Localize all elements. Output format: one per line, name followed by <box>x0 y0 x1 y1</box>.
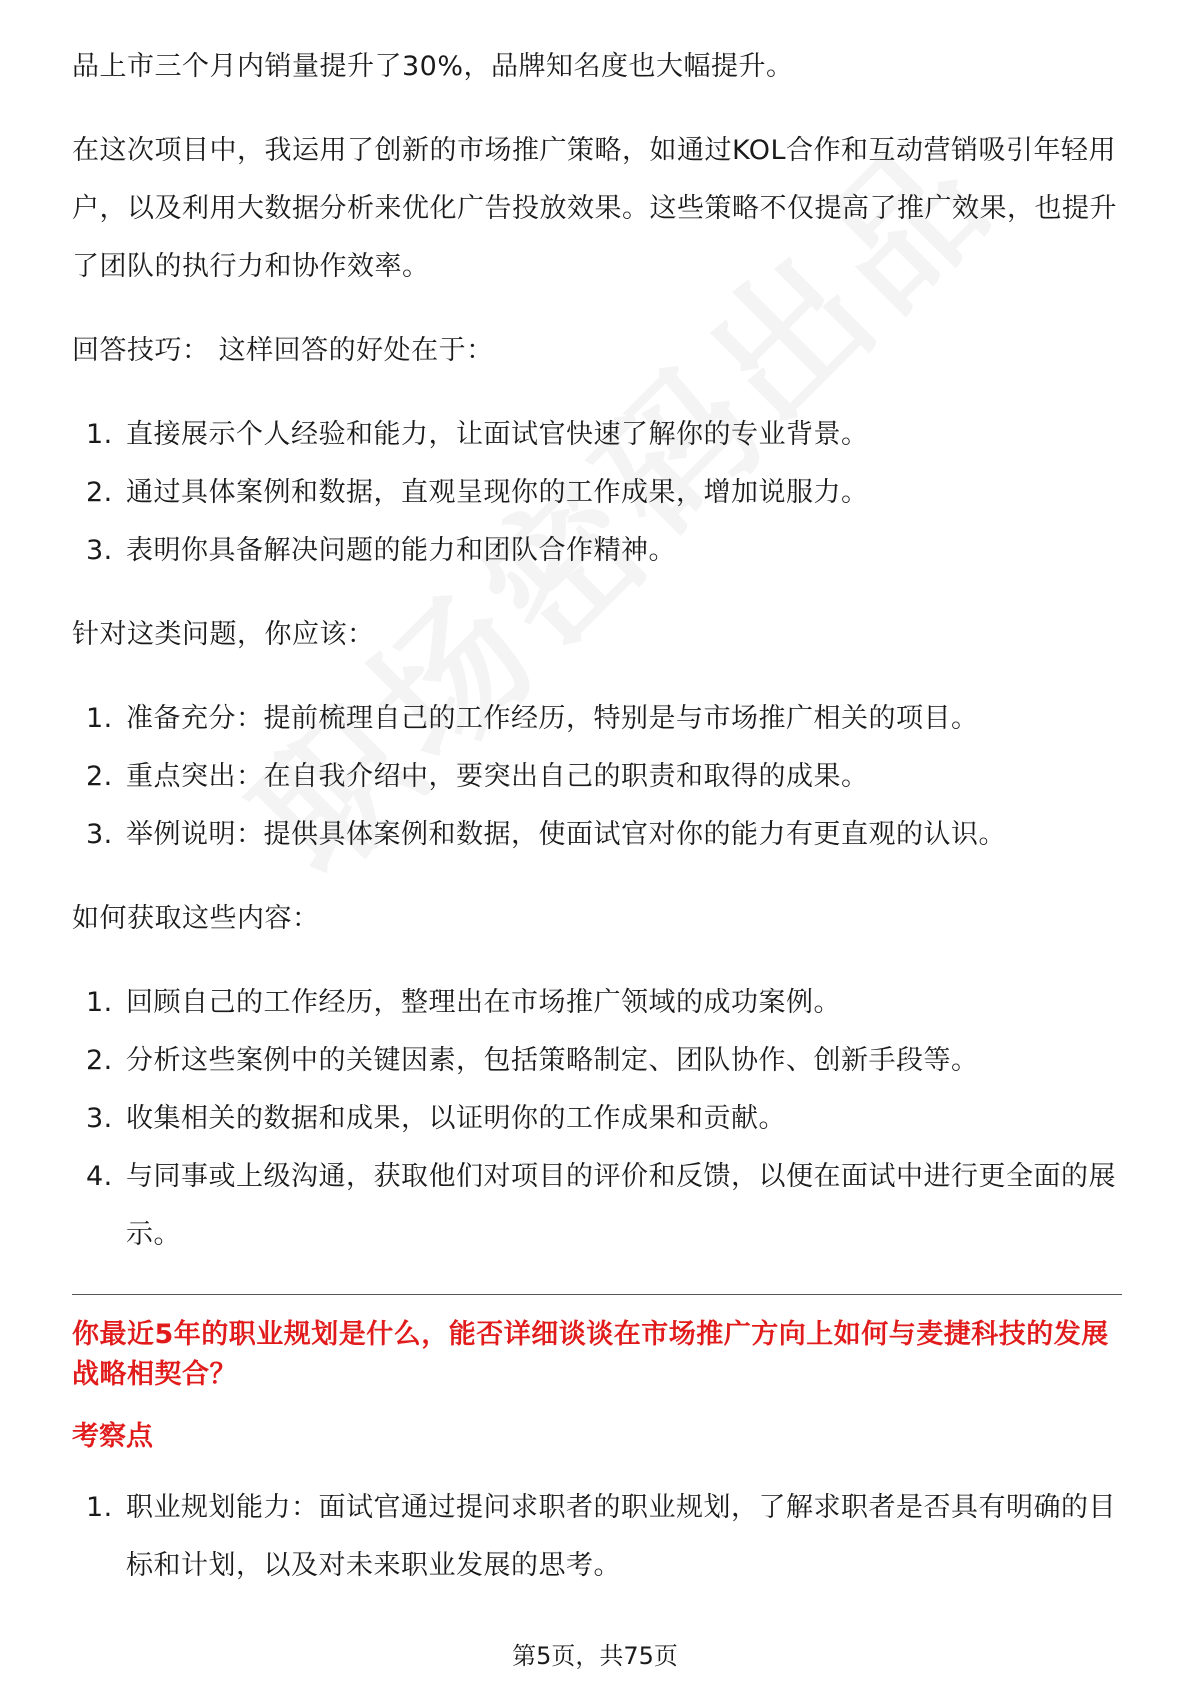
list-item <box>72 1479 1122 1595</box>
list-item <box>72 748 1122 806</box>
document-page <box>72 38 1122 1621</box>
section-divider <box>72 1294 1122 1295</box>
list-item-text: 回顾自己的工作经历，整理出在市场推广领域的成功案例。 <box>126 987 841 1018</box>
list-item-text: 举例说明：提供具体案例和数据，使面试官对你的能力有更直观的认识。 <box>126 819 1006 850</box>
list-number: 1. <box>86 1492 113 1523</box>
should-list <box>72 690 1122 864</box>
list-item-text: 通过具体案例和数据，直观呈现你的工作成果，增加说服力。 <box>126 477 869 508</box>
intro-paragraph-2: 在这次项目中，我运用了创新的市场推广策略，如通过KOL合作和互动营销吸引年轻用户，以及利用大数据分析来优化广告投放效果。这些策略不仅提高了推广效果，也提升了团队的执行力和协作效率。 <box>72 135 1117 282</box>
list-number: 4. <box>86 1161 113 1192</box>
list-number: 1. <box>86 987 113 1018</box>
exam-points-list <box>72 1479 1122 1595</box>
list-item-text: 分析这些案例中的关键因素，包括策略制定、团队协作、创新手段等。 <box>126 1045 979 1076</box>
list-item-text: 与同事或上级沟通，获取他们对项目的评价和反馈，以便在面试中进行更全面的展示。 <box>126 1161 1116 1250</box>
list-number: 2. <box>86 477 113 508</box>
intro-paragraph-1: 品上市三个月内销量提升了30%，品牌知名度也大幅提升。 <box>72 51 794 82</box>
list-item <box>72 690 1122 748</box>
list-number: 3. <box>86 535 113 566</box>
list-item-text: 准备充分：提前梳理自己的工作经历，特别是与市场推广相关的项目。 <box>126 703 979 734</box>
list-number: 3. <box>86 819 113 850</box>
list-item <box>72 974 1122 1032</box>
list-item-text: 重点突出：在自我介绍中，要突出自己的职责和取得的成果。 <box>126 761 869 792</box>
should-heading: 针对这类问题，你应该： <box>72 619 375 650</box>
interview-question: 你最近5年的职业规划是什么，能否详细谈谈在市场推广方向上如何与麦捷科技的发展战略相契合？ <box>72 1319 1109 1390</box>
obtain-heading: 如何获取这些内容： <box>72 903 320 934</box>
list-item-text: 收集相关的数据和成果，以证明你的工作成果和贡献。 <box>126 1103 786 1134</box>
list-item <box>72 1090 1122 1148</box>
list-item-text: 职业规划能力：面试官通过提问求职者的职业规划，了解求职者是否具有明确的目标和计划，以及对未来职业发展的思考。 <box>126 1492 1116 1581</box>
list-item <box>72 1148 1122 1264</box>
list-item-text: 表明你具备解决问题的能力和团队合作精神。 <box>126 535 676 566</box>
list-number: 2. <box>86 761 113 792</box>
list-item <box>72 806 1122 864</box>
list-item <box>72 464 1122 522</box>
list-number: 1. <box>86 703 113 734</box>
page-footer: 第5页，共75页 <box>512 1642 678 1670</box>
list-number: 1. <box>86 419 113 450</box>
list-item <box>72 522 1122 580</box>
answer-benefits-list <box>72 406 1122 580</box>
list-item <box>72 406 1122 464</box>
obtain-list <box>72 974 1122 1264</box>
list-number: 3. <box>86 1103 113 1134</box>
answer-tips-heading: 回答技巧： 这样回答的好处在于： <box>72 335 494 366</box>
list-item <box>72 1032 1122 1090</box>
list-item-text: 直接展示个人经验和能力，让面试官快速了解你的专业背景。 <box>126 419 869 450</box>
list-number: 2. <box>86 1045 113 1076</box>
exam-points-title: 考察点 <box>72 1421 153 1452</box>
